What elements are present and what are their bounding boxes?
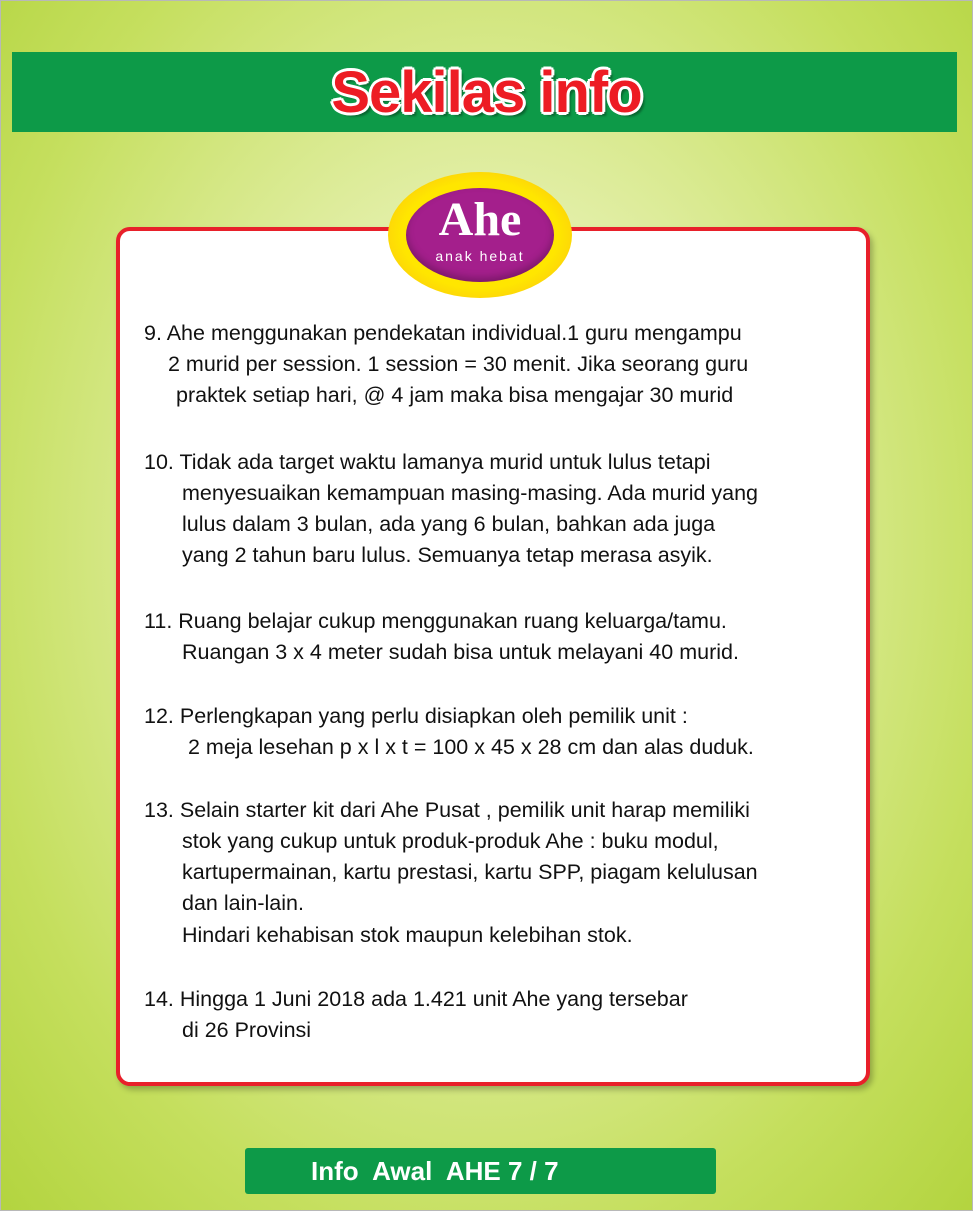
item-12-line-1: 12. Perlengkapan yang perlu disiapkan oleh pemilik unit : [144,704,688,728]
item-9-line-2: 2 murid per session. 1 session = 30 menit. Jika seorang guru [168,352,749,376]
item-9-line-1: 9. Ahe menggunakan pendekatan individual.1 guru mengampu [144,321,742,345]
item-14-line-1: 14. Hingga 1 Juni 2018 ada 1.421 unit Ahe yang tersebar [144,987,688,1011]
header-title: Sekilas info [331,59,642,125]
item-13-line-3: kartupermainan, kartu prestasi, kartu SPP, piagam kelulusan [182,860,758,884]
item-13-line-1: 13. Selain starter kit dari Ahe Pusat , pemilik unit harap memiliki [144,798,750,822]
ahe-logo [388,172,572,298]
item-10-line-4: yang 2 tahun baru lulus. Semuanya tetap merasa asyik. [182,543,713,567]
item-13-line-2: stok yang cukup untuk produk-produk Ahe : buku modul, [182,829,719,853]
item-10-line-2: menyesuaikan kemampuan masing-masing. Ada murid yang [182,481,759,505]
item-10-line-3: lulus dalam 3 bulan, ada yang 6 bulan, bahkan ada juga [182,512,716,536]
item-11-line-1: 11. Ruang belajar cukup menggunakan ruang keluarga/tamu. [144,609,727,633]
item-13-line-5: Hindari kehabisan stok maupun kelebihan stok. [182,923,633,947]
item-10-line-1: 10. Tidak ada target waktu lamanya murid untuk lulus tetapi [144,450,711,474]
item-9-line-3: praktek setiap hari, @ 4 jam maka bisa mengajar 30 murid [176,383,734,407]
item-14-line-2: di 26 Provinsi [182,1018,312,1042]
footer-label: Info Awal AHE 7 / 7 [311,1156,559,1186]
item-11-line-2: Ruangan 3 x 4 meter sudah bisa untuk melayani 40 murid. [182,640,739,664]
item-13-line-4: dan lain-lain. [182,891,304,915]
logo-tagline: anak hebat [435,248,525,264]
item-12-line-2: 2 meja lesehan p x l x t = 100 x 45 x 28 cm dan alas duduk. [188,735,754,759]
logo-word: Ahe [438,193,522,246]
